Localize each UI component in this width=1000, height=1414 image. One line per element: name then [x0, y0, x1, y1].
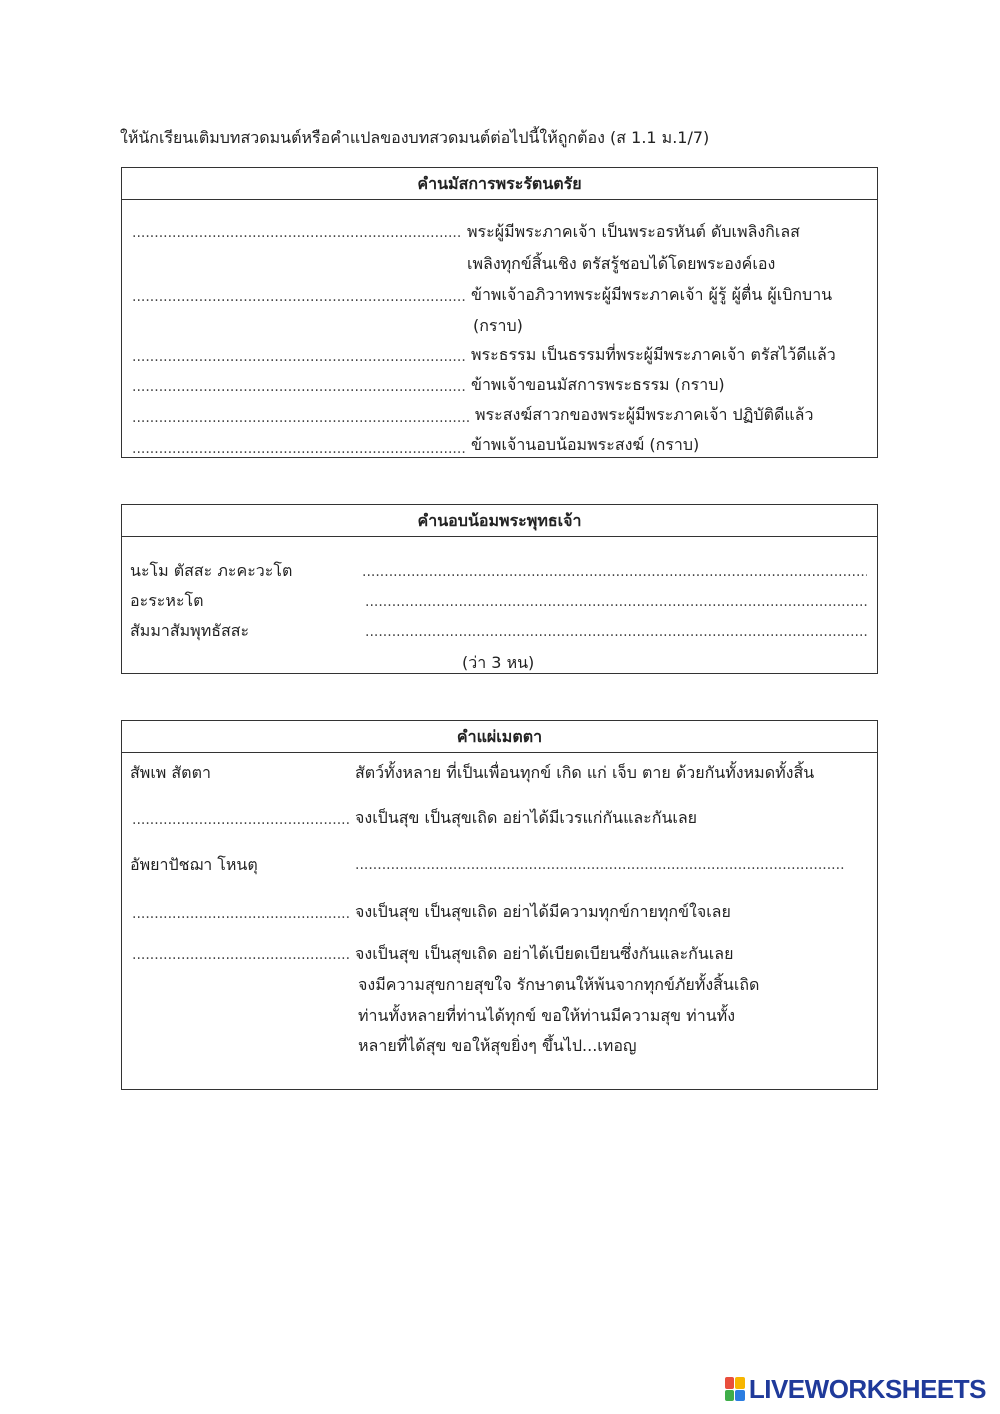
- translation-line: จงเป็นสุข เป็นสุขเถิด อย่าได้มีเวรแก่กันและกันเลย: [355, 808, 698, 827]
- translation-line: ข้าพเจ้าอภิวาทพระผู้มีพระภาคเจ้า ผู้รู้ ผู้ตื่น ผู้เบิกบาน: [471, 285, 833, 304]
- answer-blank-11[interactable]: [355, 857, 845, 873]
- answer-blank-4[interactable]: [132, 379, 466, 395]
- chant-line: สัมมาสัมพุทธัสสะ: [130, 621, 250, 640]
- section-homage-triple-gem: [121, 167, 878, 458]
- logo-blocks-icon: [725, 1377, 745, 1401]
- logo-block: [725, 1377, 735, 1389]
- logo-block: [725, 1390, 735, 1402]
- chant-line: สัพเพ สัตตา: [130, 763, 211, 782]
- chant-line: อะระหะโต: [130, 591, 204, 610]
- chant-line: อัพยาปัชฌา โหนตุ: [130, 855, 258, 874]
- section-title: คำแผ่เมตตา: [122, 721, 877, 753]
- instruction-text: ให้นักเรียนเติมบทสวดมนต์หรือคำแปลของบทสวดมนต์ต่อไปนี้ให้ถูกต้อง (ส 1.1 ม.1/7): [120, 128, 710, 147]
- translation-line: จงมีความสุขกายสุขใจ รักษาตนให้พ้นจากทุกข์ภัยทั้งสิ้นเถิด: [358, 975, 760, 994]
- answer-blank-8[interactable]: [365, 594, 867, 610]
- answer-blank-9[interactable]: [365, 624, 867, 640]
- answer-blank-12[interactable]: [132, 906, 350, 922]
- section-title: คำนอบน้อมพระพุทธเจ้า: [122, 505, 877, 537]
- section-title: คำนมัสการพระรัตนตรัย: [122, 168, 877, 200]
- section-loving-kindness: [121, 720, 878, 1090]
- answer-blank-10[interactable]: [132, 812, 350, 828]
- translation-line: สัตว์ทั้งหลาย ที่เป็นเพื่อนทุกข์ เกิด แก่ เจ็บ ตาย ด้วยกันทั้งหมดทั้งสิ้น: [355, 763, 815, 782]
- answer-blank-7[interactable]: [362, 564, 867, 580]
- translation-line: หลายที่ได้สุข ขอให้สุขยิ่งๆ ขึ้นไป...เทอญ: [358, 1036, 637, 1055]
- answer-blank-6[interactable]: [132, 441, 466, 457]
- translation-line: เพลิงทุกข์สิ้นเชิง ตรัสรู้ชอบได้โดยพระองค์เอง: [467, 254, 776, 273]
- translation-line: จงเป็นสุข เป็นสุขเถิด อย่าได้เบียดเบียนซึ่งกันและกันเลย: [355, 944, 734, 963]
- answer-blank-13[interactable]: [132, 947, 350, 963]
- translation-line: พระธรรม เป็นธรรมที่พระผู้มีพระภาคเจ้า ตรัสไว้ดีแล้ว: [471, 345, 836, 364]
- translation-line: พระสงฆ์สาวกของพระผู้มีพระภาคเจ้า ปฏิบัติดีแล้ว: [475, 405, 814, 424]
- translation-line: (กราบ): [473, 316, 523, 335]
- answer-blank-1[interactable]: [132, 225, 462, 241]
- logo-block: [735, 1377, 745, 1389]
- translation-line: พระผู้มีพระภาคเจ้า เป็นพระอรหันต์ ดับเพลิงกิเลส: [467, 222, 800, 241]
- logo-text: LIVEWORKSHEETS: [748, 1373, 986, 1404]
- chant-line: นะโม ตัสสะ ภะคะวะโต: [130, 561, 293, 580]
- answer-blank-3[interactable]: [132, 349, 466, 365]
- translation-line: ท่านทั้งหลายที่ท่านได้ทุกข์ ขอให้ท่านมีความสุข ท่านทั้ง: [358, 1006, 736, 1025]
- translation-line: ข้าพเจ้าขอนมัสการพระธรรม (กราบ): [471, 375, 725, 394]
- repeat-note: (ว่า 3 หน): [462, 653, 535, 672]
- answer-blank-5[interactable]: [132, 410, 470, 426]
- answer-blank-2[interactable]: [132, 289, 466, 305]
- liveworksheets-logo: [725, 1373, 986, 1404]
- translation-line: ข้าพเจ้านอบน้อมพระสงฆ์ (กราบ): [471, 435, 700, 454]
- translation-line: จงเป็นสุข เป็นสุขเถิด อย่าได้มีความทุกข์กายทุกข์ใจเลย: [355, 902, 731, 921]
- logo-block: [735, 1390, 745, 1402]
- section-homage-buddha: [121, 504, 878, 674]
